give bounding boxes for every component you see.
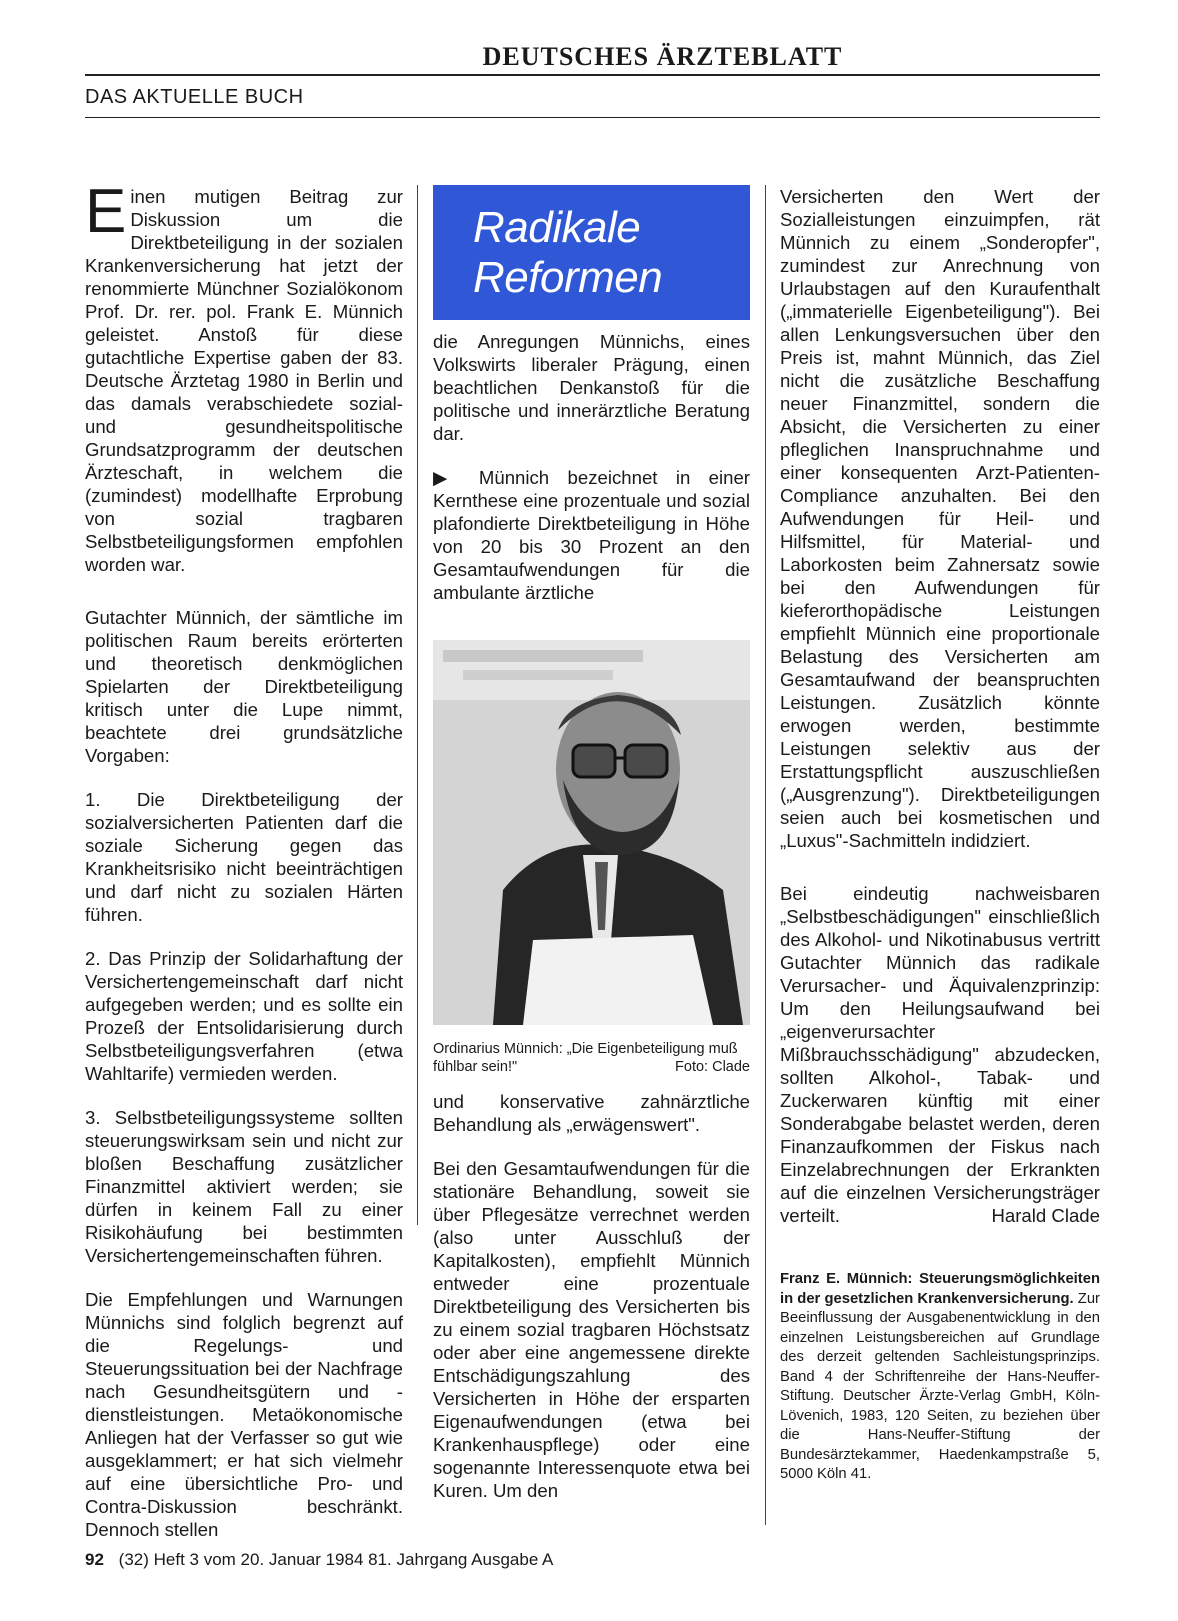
article-column-2-bottom: [433, 1090, 750, 1523]
paragraph: Bei den Gesamtaufwendungen für die stationäre Behandlung, soweit sie über Pflegesätze verrechnet werden (also unter Ausschluß der Kapitalkosten), empfiehlt Münnich entweder eine prozentuale Direktbeteiligung des Versicherten bis zu einem sozial tragbaren Höchstsatz oder aber eine angemessene direkte Entschädigungszahlung des Versicherten in Höhe der ersparten Eigenaufwendungen (etwa bei Krankenhauspflege) oder eine sogenannte Interessenquote etwa bei Kuren. Um den: [433, 1158, 750, 1501]
paragraph: [780, 882, 1100, 1227]
paragraph: Versicherten den Wert der Sozialleistungen einzuimpfen, rät Münnich zu einem „Sonderopfer", zumindest zur Anrechnung von Urlaubstagen auf den Kuraufenthalt („immaterielle Eigenbeteiligung"). Bei allen Lenkungsversuchen über den Preis ist, mahnt Münnich, das Ziel nicht die zusätzliche Beschaffung neuer Finanzmittel, sondern die Absicht, die Versicherten zu einer pfleglichen Inanspruchnahme und einer konsequenten Arzt-Patienten-Compliance anzuhalten. Bei den Aufwendungen für Heil- und Hilfsmittel, für Material- und Laborkosten beim Zahnersatz sowie bei den Aufwendungen für kieferorthopädische Leistungen empfiehlt Münnich eine proportionale Belastung des Versicherten am Gesamtaufwand der beanspruchten Leistungen. Zusätzlich könnte erwogen werden, bestimmte Leistungen selektiv aus der Erstattungspflicht auszuschließen („Ausgrenzung"). Direktbeteiligungen seien auch bei kosmetischen und „Luxus"-Sachmitteln indidziert.: [780, 186, 1100, 851]
headline-box: [433, 185, 750, 320]
paragraph: 2. Das Prinzip der Solidarhaftung der Versichertengemeinschaft darf nicht aufgegeben werden; und es sollte ein Prozeß der Entsolidarisierung durch Selbstbeteiligungsverfahren (etwa Wahltarife) vermieden werden.: [85, 948, 403, 1084]
paragraph: 1. Die Direktbeteiligung der sozialversicherten Patienten darf die soziale Sicherung gegen das Krankheitsrisiko nicht beeinträchtigen und darf nicht zu sozialen Härten führen.: [85, 789, 403, 925]
photo-caption: [433, 1040, 750, 1076]
article-column-3: [780, 185, 1100, 1248]
headline-line-1: Radikale: [473, 203, 641, 252]
photo-credit: Foto: Clade: [675, 1059, 750, 1075]
page-footer: [85, 1550, 553, 1570]
column-divider: [417, 185, 418, 1225]
paragraph: und konservative zahnärztliche Behandlung als „erwägenswert".: [433, 1091, 750, 1135]
caption-text: Ordinarius Münnich: „Die Eigenbeteiligung muß fühlbar sein!": [433, 1041, 738, 1075]
book-info: [780, 1270, 1100, 1485]
book-title: Franz E. Münnich: Steuerungsmöglichkeiten in der gesetzlichen Krankenversicherung.: [780, 1271, 1100, 1307]
paragraph-text: Bei eindeutig nachweisbaren „Selbstbeschädigungen" einschließlich des Alkohol- und Nikotinabusus vertritt Gutachter Münnich das radikale Verursacher- und Äquivalenzprinzip: Um den Heilungsaufwand bei „eigenverursachter Mißbrauchsschädigung" abzudecken, sollten Alkohol-, Tabak- und Zuckerwaren künftig mit einer Sonderabgabe belastet werden, deren Finanzaufkommen der Fiskus nach Einzelabrechnungen der Erkrankten auf die einzelnen Versicherungsträger verteilt.: [780, 883, 1100, 1226]
paragraph: die Anregungen Münnichs, eines Volkswirts liberaler Prägung, einen beachtlichen Denkanstoß für die politische und innerärztliche Beratung dar.: [433, 331, 750, 444]
paragraph: [85, 177, 403, 576]
article-column-1: [85, 177, 403, 1562]
column-divider: [765, 185, 766, 1525]
paragraph-text: inen mutigen Beitrag zur Diskussion um die Direktbeteiligung in der sozialen Krankenversicherung hat jetzt der renommierte Münchner Sozialökonom Prof. Dr. rer. pol. Frank E. Münnich geleistet. Anstoß für diese gutachtliche Expertise gaben der 83. Deutsche Ärztetag 1980 in Berlin und das damals verabschiedete sozial- und gesundheitspolitische Grundsatzprogramm der deutschen Ärzteschaft, in welchem die (zumindest) modellhafte Erprobung von sozial tragbaren Selbstbeteiligungsformen empfohlen worden war.: [85, 186, 403, 575]
issue-info: (32) Heft 3 vom 20. Januar 1984 81. Jahrgang Ausgabe A: [118, 1550, 554, 1569]
masthead-title: DEUTSCHES ÄRZTEBLATT: [482, 42, 843, 71]
paragraph: Gutachter Münnich, der sämtliche im politischen Raum bereits erörterten und theoretisch denkmöglichen Spielarten der Direktbeteiligung kritisch unter die Lupe nimmt, beachtete drei grundsätzliche Vorgaben:: [85, 607, 403, 766]
section-title: DAS AKTUELLE BUCH: [85, 85, 1100, 118]
author-signature: Harald Clade: [991, 1205, 1100, 1226]
masthead: [85, 40, 1100, 76]
paragraph: 3. Selbstbeteiligungssysteme sollten steuerungswirksam sein und nicht zur bloßen Beschaffung zusätzlicher Finanzmittel aktiviert werden; sie dürfen in keinem Fall zu einer Risikohäufung bei bestimmten Versichertengemeinschaften führen.: [85, 1107, 403, 1266]
dropcap: E: [85, 177, 127, 246]
paragraph: Die Empfehlungen und Warnungen Münnichs sind folglich begrenzt auf die Regelungs- und Steuerungssituation bei der Nachfrage nach Gesundheitsgütern und -dienstleistungen. Metaökonomische Anliegen hat der Verfasser so gut wie ausgeklammert; er hat sich vielmehr auf eine übersichtliche Pro- und Contra-Diskussion beschränkt. Dennoch stellen: [85, 1289, 403, 1540]
book-details: Zur Beeinflussung der Ausgabenentwicklung in den einzelnen Leistungsbereichen auf Grundlage des derzeit geltenden Sachleistungsprinzips. Band 4 der Schriftenreihe der Hans-Neuffer-Stiftung. Deutscher Ärzte-Verlag GmbH, Köln-Lövenich, 1983, 120 Seiten, zu beziehen über die Hans-Neuffer-Stiftung der Bundesärztekammer, Haedenkampstraße 5, 5000 Köln 41.: [780, 1290, 1100, 1482]
paragraph: ▶ Münnich bezeichnet in einer Kernthese eine prozentuale und sozial plafondierte Direktbeteiligung in Höhe von 20 bis 30 Prozent an den Gesamtaufwendungen für die ambulante ärztliche: [433, 467, 750, 603]
article-column-2-top: [433, 330, 750, 625]
headline-line-2: Reformen: [473, 253, 663, 302]
page-number: 92: [85, 1550, 104, 1569]
portrait-illustration: [433, 640, 750, 1025]
portrait-photo: [433, 640, 750, 1025]
